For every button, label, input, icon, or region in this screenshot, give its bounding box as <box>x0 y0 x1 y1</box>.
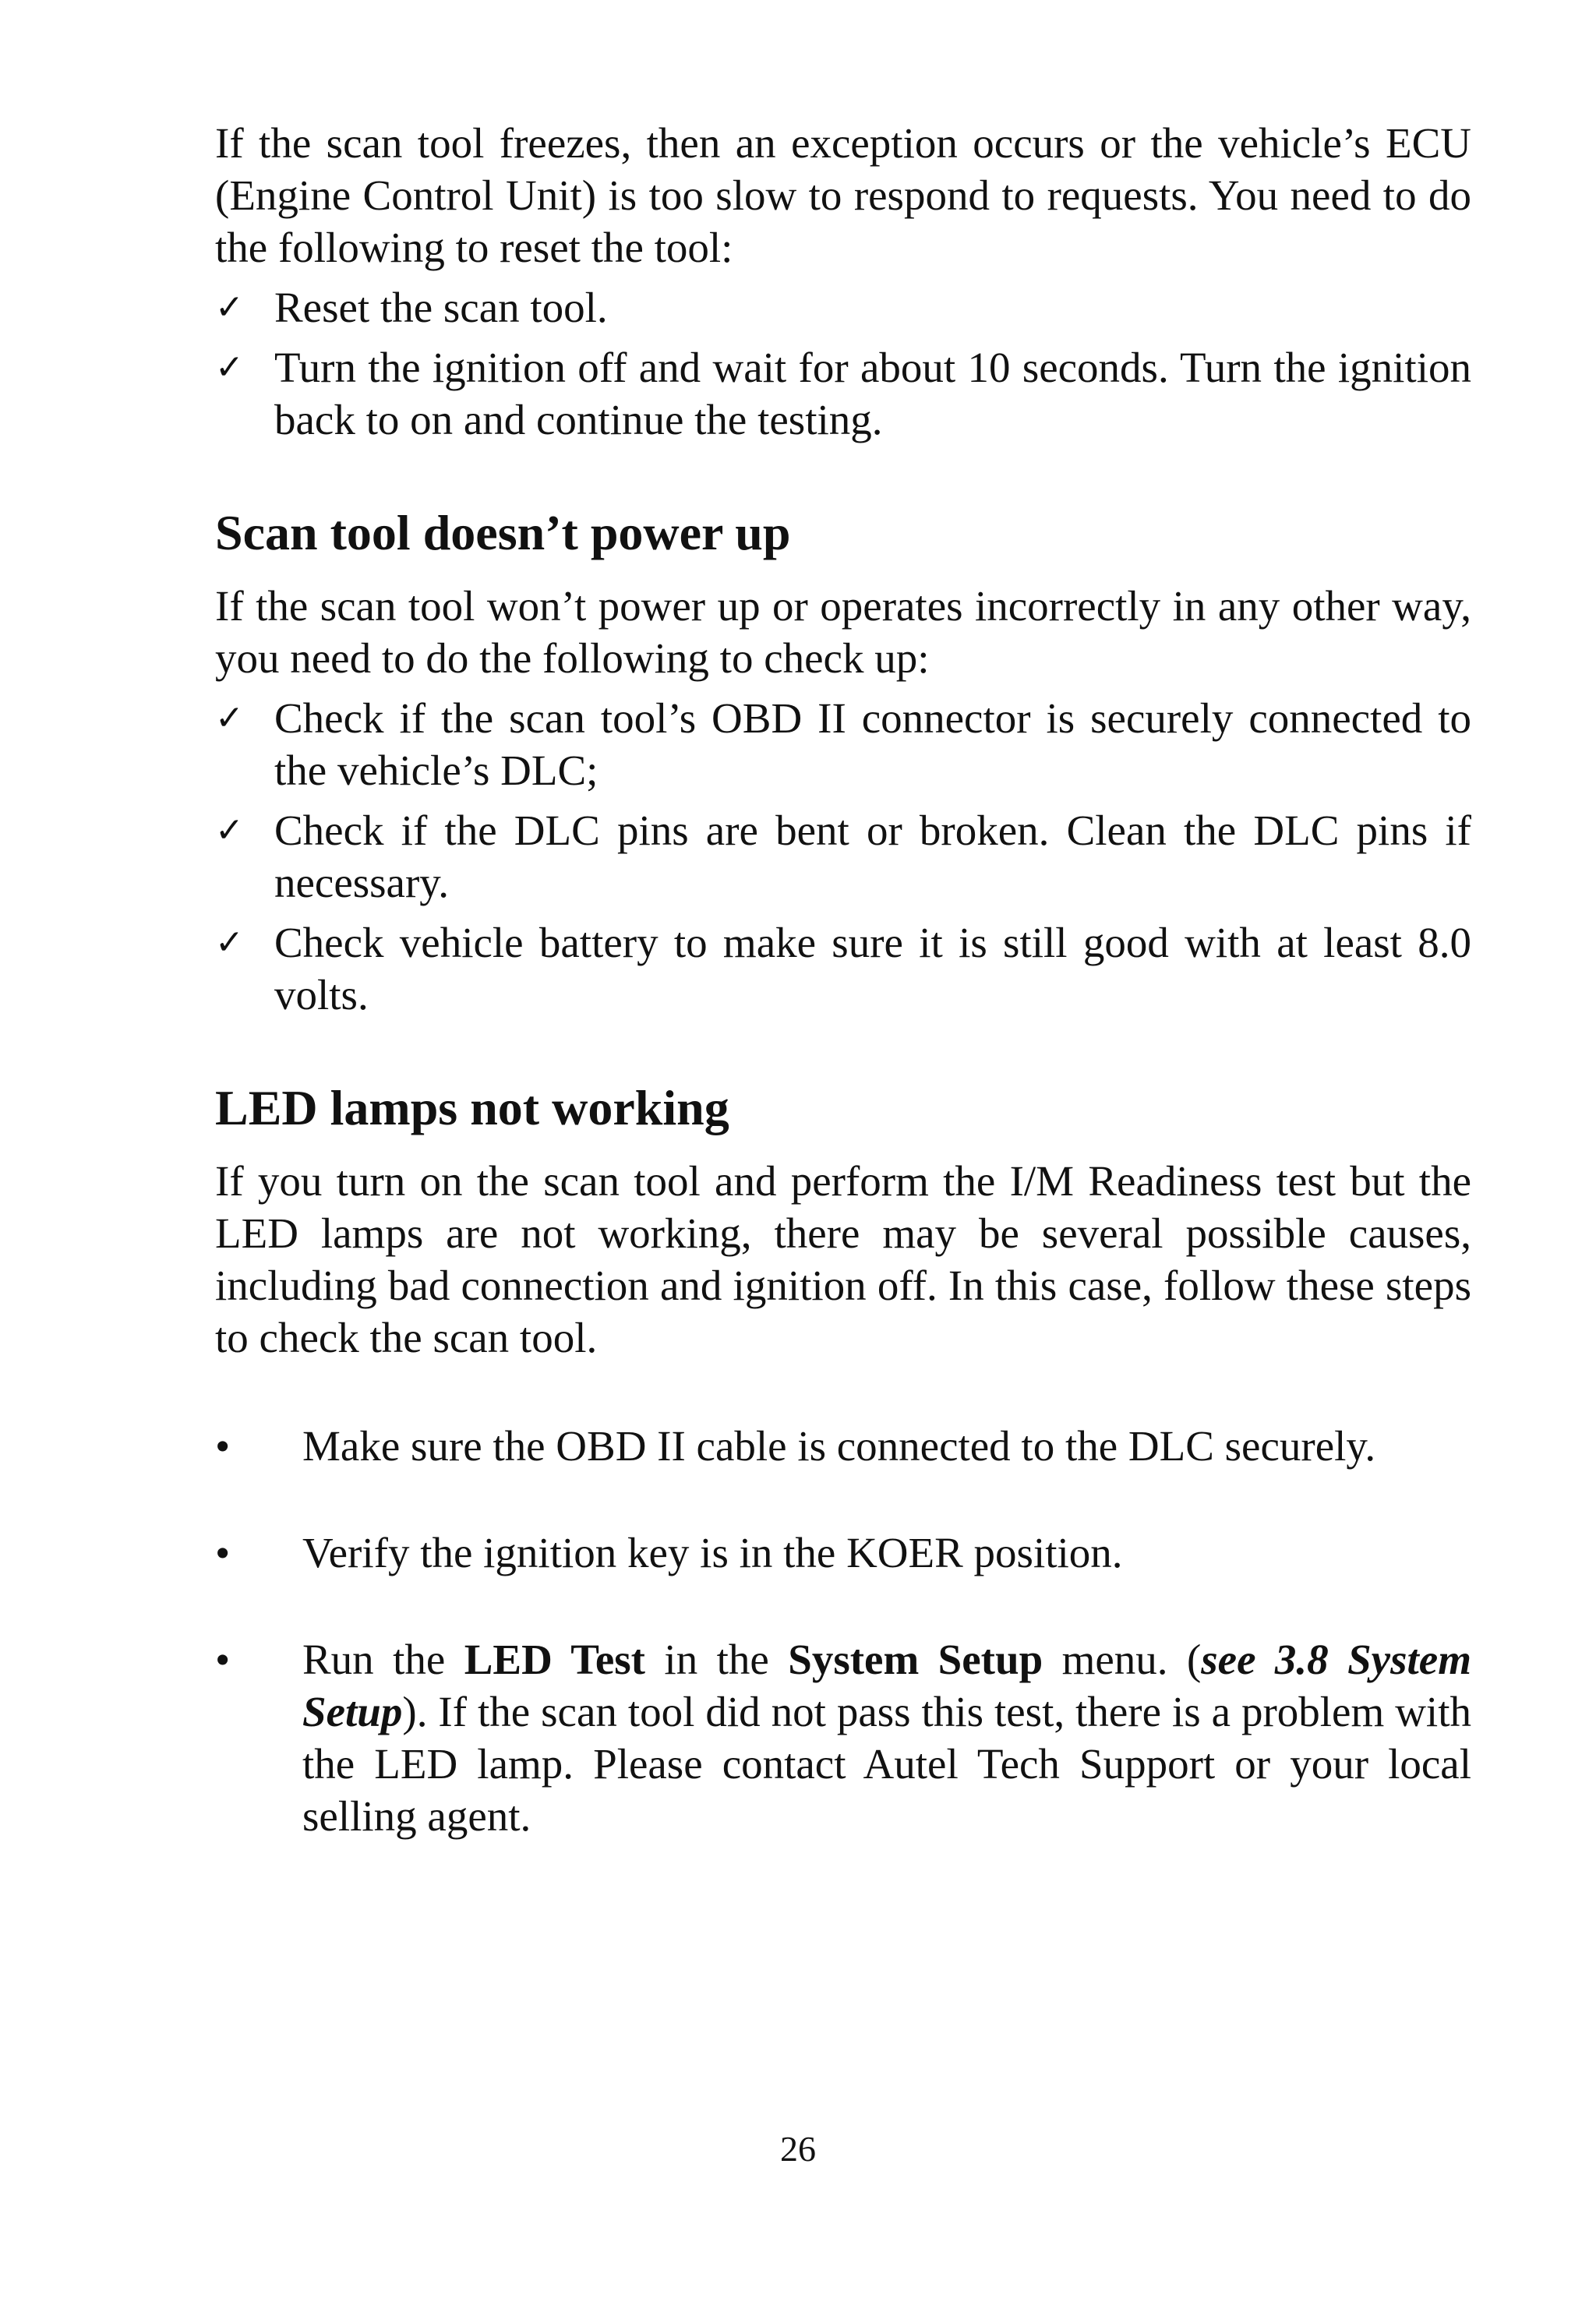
led-paragraph: If you turn on the scan tool and perform the I/M Readiness test but the LED lamps are not working, there may be several possible causes, including bad connection and ignition off. In this case, follow these steps to check the scan tool. <box>215 1157 1471 1361</box>
check-item-text: Check if the scan tool’s OBD II connector is securely connected to the vehicle’s DLC; <box>274 694 1471 794</box>
check-item <box>215 692 1471 796</box>
section-heading-power: Scan tool doesn’t power up <box>215 505 791 560</box>
section-heading-led: LED lamps not working <box>215 1080 729 1135</box>
run-text-part3: menu. ( <box>1043 1636 1202 1683</box>
check-item <box>215 804 1471 909</box>
led-test-label: LED Test <box>464 1636 645 1683</box>
reset-check-list <box>215 281 1471 446</box>
bullet-item <box>215 1527 1471 1579</box>
bullet-icon: • <box>215 1529 231 1576</box>
checkmark-icon: ✓ <box>215 698 244 738</box>
intro-paragraph: If the scan tool freezes, then an exception occurs or the vehicle’s ECU (Engine Control Unit) is too slow to respond to requests. You need to do the following to reset the tool: <box>215 119 1471 271</box>
bullet-item-text: Verify the ignition key is in the KOER position. <box>302 1529 1123 1576</box>
run-text-part1: Run the <box>302 1636 464 1683</box>
checkmark-icon: ✓ <box>215 348 244 387</box>
bullet-item-text: Make sure the OBD II cable is connected to the DLC securely. <box>302 1422 1376 1470</box>
see-reference: see 3.8 System Setup <box>302 1636 1471 1735</box>
led-bullet-list <box>215 1420 1471 1842</box>
check-item <box>215 281 1471 334</box>
check-item <box>215 916 1471 1021</box>
check-item-text: Check vehicle battery to make sure it is still good with at least 8.0 volts. <box>274 919 1471 1018</box>
check-item <box>215 341 1471 446</box>
checkmark-icon: ✓ <box>215 288 244 327</box>
bullet-item-text <box>302 1636 1471 1840</box>
checkmark-icon: ✓ <box>215 810 244 850</box>
power-check-list <box>215 692 1471 1021</box>
checkmark-icon: ✓ <box>215 923 244 962</box>
page-number: 26 <box>780 2129 816 2169</box>
bullet-icon: • <box>215 1422 231 1470</box>
bullet-icon: • <box>215 1636 231 1683</box>
check-item-text: Turn the ignition off and wait for about 10 seconds. Turn the ignition back to on and continue the testing. <box>274 344 1471 443</box>
bullet-item <box>215 1420 1471 1472</box>
run-text-part4: ). If the scan tool did not pass this test, there is a problem with the LED lamp. Please contact Autel Tech Support or your local selling agent. <box>302 1688 1471 1840</box>
run-text-part2: in the <box>645 1636 789 1683</box>
bullet-item-led-test <box>215 1633 1471 1842</box>
power-paragraph: If the scan tool won’t power up or operates incorrectly in any other way, you need to do the following to check up: <box>215 582 1471 682</box>
check-item-text: Reset the scan tool. <box>274 284 608 331</box>
page-content <box>215 117 1471 1842</box>
check-item-text: Check if the DLC pins are bent or broken. Clean the DLC pins if necessary. <box>274 807 1471 906</box>
system-setup-label: System Setup <box>788 1636 1043 1683</box>
